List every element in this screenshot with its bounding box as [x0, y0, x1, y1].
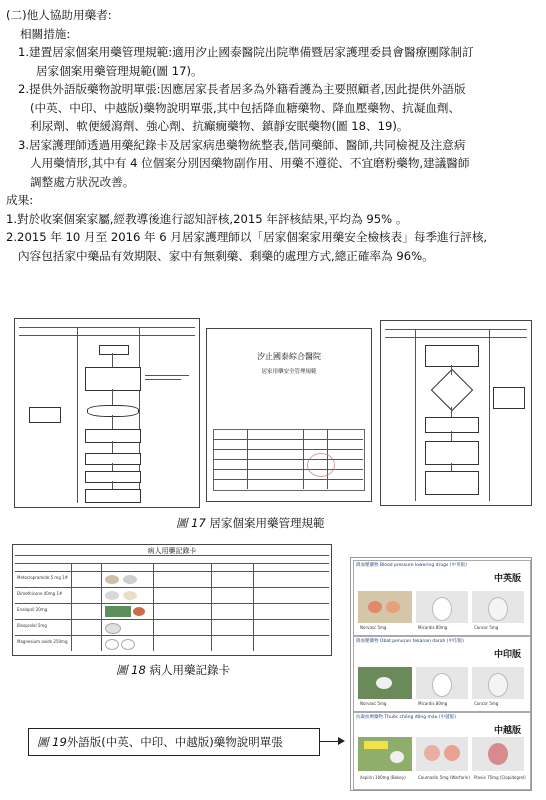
fig17-caption-text: 居家個案用藥管理規範 [205, 516, 325, 530]
official-stamp [307, 453, 335, 477]
pill-photo [472, 737, 524, 771]
fig17-document-cover [206, 328, 372, 502]
fig19-caption [37, 734, 283, 750]
result-2-line-1: 2.2015 年 10 月至 2016 年 6 月居家護理師以「居家個案家用藥安全檢核表」每季進行評核, [6, 230, 488, 244]
fig17-flowchart-left [14, 318, 200, 508]
fig19-drug-sheets [350, 557, 532, 791]
sheet-indonesian [353, 636, 531, 712]
pill-label: Plavix 75mg (Clopidogrel) [474, 775, 526, 780]
pill-photo [123, 591, 137, 600]
pill-label: Norvasc 5mg [360, 625, 387, 630]
sheet-vietnamese [353, 712, 531, 790]
pill-label: Micardis 80mg [418, 625, 448, 630]
fig17-caption-number: 圖 17 [176, 516, 206, 530]
fig17-flowchart-right [380, 320, 532, 506]
drug-row-2: Dimethicone 40mg 1# [17, 591, 63, 596]
result-1-line-1: 1.對於收案個案家屬,經教導後進行認知評核,2015 年評核結果,平均為 95% 。 [6, 211, 408, 226]
drug-row-5: Magnesium oxide 250mg [17, 639, 68, 644]
pill-photo [121, 639, 135, 650]
pill-photo [105, 639, 119, 650]
measure-3-line-2: 人用藥情形,其中有 4 位個案分別因藥物副作用、用藥不遵從、不宜磨粉藥物,建議醫師 [30, 156, 470, 170]
fig17-caption [176, 515, 324, 531]
drug-row-4: Bisoprolol 5mg [17, 623, 47, 628]
document-title: 居家用藥安全管理規範 [261, 369, 317, 375]
fig19-caption-number: 圖 19 [37, 735, 67, 749]
pill-photo [472, 591, 524, 623]
pill-label: Concor 5mg [474, 625, 499, 630]
measure-1-line-1: 1.建置居家個案用藥管理規範:適用汐止國泰醫院出院準備暨居家護理委員會醫療團隊制訂 [18, 45, 474, 59]
fig18-medication-card [12, 544, 332, 656]
pill-photo [472, 667, 524, 699]
section-heading: (二)他人協助用藥者: [6, 8, 112, 22]
sheet-header: 降血壓藥物 Obat penurun tekanan darah (中印版) [356, 639, 464, 644]
hospital-name: 汐止國泰綜合醫院 [257, 352, 321, 361]
pill-photo [358, 667, 412, 699]
pill-label: Concor 5mg [474, 701, 499, 706]
measure-3-line-1: 3.居家護理師透過用藥紀錄卡及居家病患藥物統整表,偕同藥師、醫師,共同檢視及注意病 [18, 137, 466, 152]
pill-photo [358, 737, 412, 771]
measure-2-line-1: 2.提供外語版藥物說明單張:因應居家長者居多為外籍看護為主要照顧者,因此提供外語版 [18, 82, 466, 96]
measure-2-line-2: (中英、中印、中越版)藥物說明單張,其中包括降血糖藥物、降血壓藥物、抗凝血劑、 [30, 100, 461, 115]
results-label: 成果: [6, 193, 34, 207]
drug-row-1: Metoclopramide 5 mg 1# [17, 575, 69, 580]
pill-photo [105, 623, 121, 634]
card-title: 病人用藥記錄卡 [147, 547, 197, 555]
pill-photo [123, 575, 137, 584]
fig18-caption [116, 662, 230, 678]
measure-2-line-3: 利尿劑、軟便緩瀉劑、強心劑、抗癲癇藥物、鎮靜安眠藥物(圖 18、19)。 [30, 119, 409, 133]
pill-photo [416, 591, 468, 623]
sheet-english [353, 560, 531, 636]
pill-label: Coumadin 5mg (Warfarin) [418, 775, 470, 780]
pill-photo [416, 667, 468, 699]
result-2-line-2: 內容包括家中藥品有效期限、家中有無剩藥、剩藥的處理方式,總正確率為 96%。 [18, 248, 434, 263]
document-body [6, 6, 538, 265]
measure-1-line-2: 居家個案用藥管理規範(圖 17)。 [36, 63, 203, 78]
pill-photo [133, 607, 145, 616]
measure-3-line-3: 調整處方狀況改善。 [30, 174, 135, 189]
pill-label: Norvasc 5mg [360, 701, 387, 706]
fig18-caption-number: 圖 18 [116, 663, 146, 677]
fig18-caption-text: 病人用藥記錄卡 [145, 663, 230, 677]
pill-label: Aspirin 100mg (Bokey) [360, 775, 406, 780]
pill-photo [358, 591, 412, 623]
pill-photo [105, 575, 119, 584]
fig19-caption-text: 外語版(中英、中印、中越版)藥物說明單張 [66, 735, 283, 749]
pill-photo [416, 737, 468, 771]
pill-photo [105, 591, 119, 600]
measures-label: 相關措施: [20, 26, 71, 41]
sheet-header: 抗凝血劑藥物 Thuốc chống đông máu (中越版) [356, 715, 456, 720]
drug-row-3: Enalapril 20mg [17, 607, 48, 612]
caption-arrow-head [338, 737, 345, 745]
language-tag: 中英版 [494, 574, 522, 584]
pill-label: Micardis 80mg [418, 701, 448, 706]
language-tag: 中印版 [494, 650, 522, 660]
fig19-caption-box [28, 728, 320, 756]
sheet-header: 降血壓藥物 Blood pressure lowering drugs (中英版) [356, 563, 467, 568]
language-tag: 中越版 [494, 726, 522, 736]
pill-photo [105, 606, 131, 617]
